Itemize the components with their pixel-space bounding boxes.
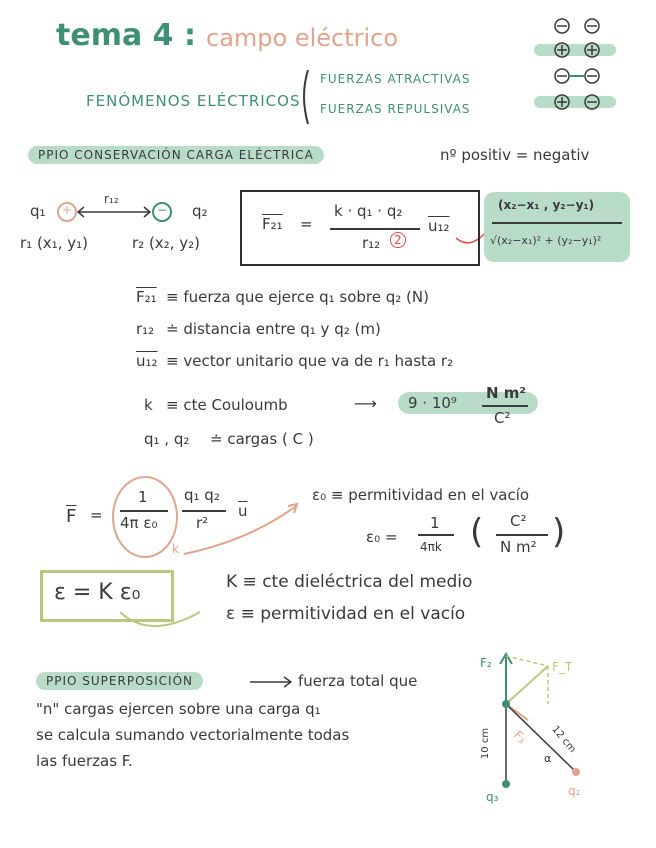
fuerzas-atractivas: FUERZAS ATRACTIVAS [320,72,471,86]
eps-def: ε ≡ permitividad en el vacío [226,604,466,624]
r12-label: r₁₂ [104,192,119,206]
vec-F3-label: F₃ [510,727,529,747]
page-title-campo: campo eléctrico [206,24,399,52]
K-def: K ≡ cte dieléctrica del medio [226,572,473,592]
superposicion-text3: se calcula sumando vectorialmente todas [36,726,350,744]
q3-dot [502,780,510,788]
def-text-2: ≡ vector unitario que va de r₁ hasta r₂ [166,352,454,370]
eps0-num: 1 [430,514,440,532]
k-arrow-text: ⟶ [354,394,377,413]
def-symbol-0: F₂₁ [136,288,157,306]
eps0-unit-num: C² [510,512,527,530]
q1-label: q₁ [30,202,46,220]
force-F: $\overline{F}$ [66,506,77,527]
coulomb-const-value: 9 · 10⁹ [398,392,538,414]
coulomb-const-line [482,405,528,407]
force-q-den: r² [196,514,209,532]
force-u: $\overline{u}$ [238,502,248,520]
ppio-conservacion-note: nº positiv = negativ [440,146,590,164]
force-q-num: q₁ q₂ [184,486,220,504]
formula-numerator: k · q₁ · q₂ [334,202,403,220]
eps0-unit-den: N m² [500,538,537,556]
fuerzas-repulsivas: FUERZAS REPULSIVAS [320,102,471,116]
def-symbol-3: k [144,396,153,414]
vec-alpha-label: α [544,752,552,765]
vec-F2-label: F₂ [480,656,492,670]
eps0-unit-line [496,534,548,536]
def-symbol-1: r₁₂ [136,320,155,338]
superposicion-text2: "n" cargas ejercen sobre una carga q₁ [36,700,321,718]
vec-FT-label: F_T [552,660,573,674]
force-q-line [182,510,226,512]
q2-sign: − [157,203,168,217]
force-k-label: k [172,542,179,556]
superposicion-text1: fuerza total que [298,672,418,690]
r1-label: r₁ (x₁, y₁) [20,234,88,252]
page-title-tema: tema 4 : [56,18,196,53]
eps0-label: ε₀ = [366,528,398,546]
def-text-3: ≡ cte Couloumb [166,396,288,414]
brace-line [304,70,308,124]
eps0-paren-l: ( [470,512,484,552]
ppio-conservacion-label: PPIO CONSERVACIÓN CARGA ELÉCTRICA [28,146,324,164]
force-frac-num: 1 [138,488,148,506]
eps-box-formula: ε = K ε₀ [54,580,141,605]
def-symbol-4: q₁ , q₂ [144,430,190,448]
def-text-4: ≐ cargas ( C ) [210,430,314,448]
unit-vector-numerator: (x₂−x₁ , y₂−y₁) [498,198,595,212]
q2-dot [572,768,580,776]
def-text-0: ≡ fuerza que ejerce q₁ sobre q₂ (N) [166,288,429,306]
fenomenos-label: FENÓMENOS ELÉCTRICOS [86,92,301,110]
FT-vector [506,666,548,704]
def-symbol-2: u₁₂ [136,352,158,370]
def-text-1: ≐ distancia entre q₁ y q₂ (m) [166,320,381,338]
formula-unit-vec: u₁₂ [428,217,450,235]
q2-label: q₂ [192,202,208,220]
vec-q3-label: q₃ [486,790,499,804]
formula-lhs: F₂₁ [262,215,283,233]
force-frac-line [120,510,168,512]
vec-d2-label: 12 cm [549,724,578,755]
superposicion-label: PPIO SUPERPOSICIÓN [36,672,203,690]
formula-fraction-line [330,228,420,230]
unit-vector-denominator: √(x₂−x₁)² + (y₂−y₁)² [490,234,602,247]
coulomb-const-unit-den: C² [494,409,511,427]
unit-vector-line [492,222,622,224]
eps0-den: 4πk [420,540,442,554]
force-frac-den: 4π ε₀ [120,514,158,532]
eps0-line [418,534,454,536]
charge-icons [534,19,616,109]
coulomb-const-unit-num: N m² [486,384,526,402]
vec-q2-label: q₂ [568,784,581,798]
force-eq: = [90,506,103,524]
r2-label: r₂ (x₂, y₂) [132,234,200,252]
superposicion-text4: las fuerzas F. [36,752,133,770]
formula-exp: 2 [390,232,406,248]
vec-d1-label: 10 cm [480,727,492,760]
eps0-paren-r: ) [552,512,566,552]
q1-sign: + [62,203,73,217]
formula-denominator: r₁₂ [362,234,381,252]
formula-eq: = [300,215,313,233]
eps0-line1: ε₀ ≡ permitividad en el vacío [312,486,530,504]
